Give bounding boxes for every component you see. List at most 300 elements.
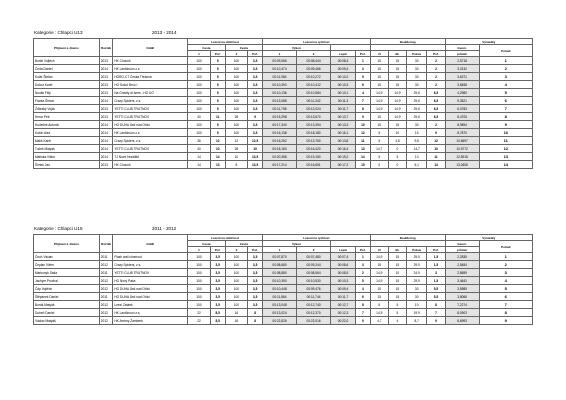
header-cell: Bl.	[388, 51, 406, 57]
cell-boulder-bonus: 15	[388, 57, 406, 65]
cell-route2: 100	[225, 89, 248, 97]
cell-speed2: 00:12,024	[297, 105, 331, 113]
cell-boulder-bonus: 15	[388, 81, 406, 89]
cell-geom-mean: 3,4641	[445, 277, 479, 285]
cell-speed2: 00:16,420	[297, 145, 331, 153]
cell-name: Hrnar Petr	[34, 113, 100, 121]
cell-boulder-rank: 6,5	[427, 105, 445, 113]
cell-year: 2014	[99, 145, 113, 153]
cell-speed1: 00:08,880	[263, 269, 297, 277]
cell-rank1: 13	[210, 161, 225, 169]
cell-year: 2014	[99, 137, 113, 145]
cell-route2: 28	[225, 145, 248, 153]
cell-boulder-bonus: 5	[388, 153, 406, 161]
results-table-u13	[33, 38, 533, 169]
cell-speed2: 00:10,412	[297, 81, 331, 89]
cell-name: Václav Matyáš	[34, 317, 100, 325]
cell-speed1: 00:13,024	[263, 309, 297, 317]
table-row	[34, 113, 533, 121]
cell-boulder-bonus: 15	[388, 293, 406, 301]
cell-overall-rank: 8	[479, 113, 532, 121]
cell-route1: 100	[188, 285, 211, 293]
cell-club: HK Lanškroun z.s.	[113, 309, 188, 317]
cell-route2: 100	[225, 73, 248, 81]
header-cell: Pokus	[407, 247, 427, 253]
table-row	[34, 73, 533, 81]
table-row	[34, 309, 533, 317]
cell-speed-best: 00:19,2	[331, 153, 356, 161]
cell-boulder-attempts: 10	[407, 153, 427, 161]
header-cell: Poř.	[248, 51, 263, 57]
cell-boulder-rank: 2	[427, 73, 445, 81]
cell-geom-mean: 10,6697	[445, 137, 479, 145]
cell-route2: 16	[225, 317, 248, 325]
header-cell: Oddíl	[113, 235, 188, 253]
cell-geom-mean: 3,5985	[445, 285, 479, 293]
cell-boulder-rank: 5,5	[427, 285, 445, 293]
cell-boulder-bonus: 10	[388, 269, 406, 277]
cell-geom-mean: 8,0903	[445, 309, 479, 317]
cell-route2: 100	[225, 293, 248, 301]
cell-rank1: 3,5	[210, 277, 225, 285]
cell-speed2: 00:16,651	[297, 161, 331, 169]
cell-speed1: 00:20,358	[263, 153, 297, 161]
cell-route1: 100	[188, 293, 211, 301]
cell-rank2: 3,5	[248, 269, 263, 277]
cell-speed-rank: 6	[355, 81, 370, 89]
cell-speed2: 00:11,342	[297, 97, 331, 105]
cell-speed-rank: 1	[355, 57, 370, 65]
cell-speed2: 00:08,444	[297, 57, 331, 65]
cell-boulder-rank: 8	[427, 301, 445, 309]
results-table-u15	[33, 234, 533, 325]
cell-rank1: 5	[210, 121, 225, 129]
cell-route2: 10	[225, 153, 248, 161]
cell-name: Dubeň Daniel	[34, 309, 100, 317]
cell-rank1: 5	[210, 129, 225, 137]
season-label: 2011 - 2012	[152, 226, 177, 231]
cell-speed1: 00:13,048	[263, 301, 297, 309]
cell-geom-mean: 7,2274	[445, 301, 479, 309]
cell-club: Flash wall chomout	[113, 253, 188, 261]
header-cell: Cesta	[188, 45, 225, 51]
cell-boulder-rank: 7	[427, 309, 445, 317]
cell-club: Crazy Spiders, z.s.	[113, 97, 188, 105]
cell-boulder-attempts: 14,7	[407, 145, 427, 153]
cell-speed2: 00:09,476	[297, 285, 331, 293]
cell-route1: 40	[188, 145, 211, 153]
cell-boulder-tops: 15	[370, 121, 388, 129]
cell-route1: 100	[188, 301, 211, 309]
cell-speed-rank: 13	[355, 145, 370, 153]
cell-boulder-bonus: 15	[388, 253, 406, 261]
header-cell: Pořadí	[479, 45, 532, 57]
header-cell: Cesta	[225, 241, 262, 247]
cell-overall-rank: 1	[479, 57, 532, 65]
cell-speed-best: 00:11,7	[331, 293, 356, 301]
cell-name: Dokoz Karel	[34, 81, 100, 89]
table-row	[34, 89, 533, 97]
cell-boulder-bonus: 5	[388, 309, 406, 317]
table-row	[34, 253, 533, 261]
cell-route1: 100	[188, 73, 211, 81]
cell-speed-best: 00:12,3	[331, 309, 356, 317]
header-cell: Poř.	[427, 51, 445, 57]
cell-boulder-tops: 15	[370, 285, 388, 293]
cell-rank1: 5	[210, 89, 225, 97]
cell-speed-best: 00:13,3	[331, 121, 356, 129]
cell-boulder-rank: 2	[427, 121, 445, 129]
cell-boulder-attempts: 29,8	[407, 89, 427, 97]
cell-name: Čech Václav	[34, 253, 100, 261]
cell-speed-best: 00:13,7	[331, 113, 356, 121]
cell-route2: 16	[225, 309, 248, 317]
header-cell: Ví	[370, 247, 388, 253]
cell-boulder-rank: 9	[427, 317, 445, 325]
cell-boulder-attempts: 5,1	[407, 161, 427, 169]
header-cell: Lepší	[331, 247, 356, 253]
cell-route2: 100	[225, 81, 248, 89]
cell-boulder-tops: 5	[370, 153, 388, 161]
cell-speed-rank: 3	[355, 261, 370, 269]
cell-year: 2013	[99, 161, 113, 169]
header-cell: Ví	[370, 51, 388, 57]
cell-overall-rank: 4	[479, 277, 532, 285]
cell-boulder-bonus: 15	[388, 285, 406, 293]
cell-club: Crazy Spiders, z.s.	[113, 137, 188, 145]
cell-speed-rank: 11	[355, 137, 370, 145]
cell-geom-mean: 8,6993	[445, 317, 479, 325]
cell-speed-best: 00:10,3	[331, 277, 356, 285]
cell-year: 2012	[99, 277, 113, 285]
cell-name: Tuček Matyáš	[34, 145, 100, 153]
cell-speed-best: 00:09,4	[331, 65, 356, 73]
cell-boulder-attempts: 29,9	[407, 261, 427, 269]
header-cell: 1	[263, 51, 297, 57]
cell-club: HK Chocoň	[113, 161, 188, 169]
cell-club: HK Amirny Žamberk	[113, 317, 188, 325]
header-cell: Pořadí	[479, 241, 532, 253]
cell-club: HK Lanškroun z.s.	[113, 129, 188, 137]
cell-geom-mean: 3,6371	[445, 73, 479, 81]
cell-speed1: 00:11,864	[263, 293, 297, 301]
cell-rank2: 3,5	[248, 73, 263, 81]
cell-boulder-attempts: 30	[407, 81, 427, 89]
cell-route1: 100	[188, 129, 211, 137]
cell-year: 2014	[99, 153, 113, 161]
cell-boulder-tops: 15	[370, 293, 388, 301]
cell-speed1: 00:17,214	[263, 161, 297, 169]
cell-year: 2014	[99, 97, 113, 105]
header-cell: Poř.	[427, 247, 445, 253]
header-cell: 1	[188, 51, 211, 57]
table-row	[34, 277, 533, 285]
cell-name: Čeda Daniel	[34, 65, 100, 73]
category-title: Kategorie : Chlapci U15	[34, 226, 83, 231]
season-label: 2013 - 2014	[152, 30, 177, 35]
cell-boulder-rank: 2	[427, 57, 445, 65]
cell-rank2: 3,5	[248, 57, 263, 65]
cell-boulder-tops: 4,7	[370, 317, 388, 325]
cell-speed-rank: 6	[355, 293, 370, 301]
cell-route2: 100	[225, 301, 248, 309]
cell-club: TJ Nové Hradiště	[113, 153, 188, 161]
cell-boulder-bonus: 14,9	[388, 89, 406, 97]
cell-speed-best: 00:08,4	[331, 57, 356, 65]
cell-boulder-bonus: 5	[388, 301, 406, 309]
cell-speed2: 00:08,564	[297, 269, 331, 277]
cell-year: 2014	[99, 121, 113, 129]
header-cell: Výsledky	[445, 39, 532, 45]
cell-boulder-tops: 14,9	[370, 269, 388, 277]
cell-rank1: 5	[210, 73, 225, 81]
cell-boulder-tops: 14,9	[370, 97, 388, 105]
cell-speed-best: 00:08,5	[331, 269, 356, 277]
cell-speed2: 00:13,394	[297, 121, 331, 129]
cell-year: 2013	[99, 113, 113, 121]
cell-route2: 100	[225, 65, 248, 73]
header-cell: Ročník	[99, 39, 113, 57]
cell-boulder-bonus: 15	[388, 73, 406, 81]
cell-rank1: 3,5	[210, 253, 225, 261]
cell-boulder-bonus: 4	[388, 317, 406, 325]
table-row	[34, 105, 533, 113]
cell-overall-rank: 14	[479, 161, 532, 169]
cell-route2: 100	[225, 277, 248, 285]
cell-name: Borák Matyáš	[34, 301, 100, 309]
cell-speed1: 00:10,136	[263, 89, 297, 97]
cell-overall-rank: 12	[479, 145, 532, 153]
table-row	[34, 129, 533, 137]
cell-name: Franta Šimon	[34, 97, 100, 105]
table-row	[34, 121, 533, 129]
cell-boulder-rank: 9	[427, 129, 445, 137]
cell-rank2: 3,5	[248, 277, 263, 285]
cell-route1: 100	[188, 121, 211, 129]
header-cell: Lezení na rychlost	[263, 235, 371, 241]
cell-route2: 100	[225, 129, 248, 137]
cell-geom-mean: 13,2606	[445, 161, 479, 169]
cell-route1: 14	[188, 161, 211, 169]
table-row	[34, 261, 533, 269]
cell-route2: 100	[225, 121, 248, 129]
cell-overall-rank: 6	[479, 97, 532, 105]
cell-speed-rank: 8	[355, 301, 370, 309]
cell-club: YETTI CLUB TRUTNOV	[113, 269, 188, 277]
cell-rank1: 12	[210, 137, 225, 145]
header-cell: Ročník	[99, 235, 113, 253]
cell-overall-rank: 3	[479, 269, 532, 277]
cell-boulder-tops: 15	[370, 113, 388, 121]
header-cell: Cesta	[188, 241, 225, 247]
cell-speed1: 00:09,066	[263, 57, 297, 65]
header-cell: Geom.	[445, 241, 479, 247]
cell-geom-mean: 6,0783	[445, 105, 479, 113]
cell-rank1: 3,5	[210, 301, 225, 309]
cell-boulder-rank: 2	[427, 65, 445, 73]
cell-boulder-attempts: 29,8	[407, 113, 427, 121]
cell-boulder-rank: 12	[427, 137, 445, 145]
table-row	[34, 317, 533, 325]
cell-geom-mean: 3,8068	[445, 293, 479, 301]
cell-rank1: 10	[210, 145, 225, 153]
cell-club: Leezi Zatáek	[113, 301, 188, 309]
cell-year: 2013	[99, 81, 113, 89]
cell-boulder-attempts: 30	[407, 293, 427, 301]
header-cell: Poř.	[248, 247, 263, 253]
cell-rank2: 12,5	[248, 137, 263, 145]
cell-boulder-rank: 6,5	[427, 113, 445, 121]
cell-rank2: 3,5	[248, 261, 263, 269]
cell-rank2: 10	[248, 145, 263, 153]
cell-overall-rank: 1	[479, 253, 532, 261]
cell-route2: 12	[225, 137, 248, 145]
cell-speed2: 00:12,740	[297, 301, 331, 309]
header-cell: Poř.	[355, 51, 370, 57]
header-cell: Příjmení a Jméno	[34, 39, 100, 57]
cell-speed-rank: 5	[355, 277, 370, 285]
cell-name: Žďárský Vojta	[34, 105, 100, 113]
cell-club: YETTI CLUB TRUTNOV	[113, 145, 188, 153]
cell-name: Malík Karel	[34, 137, 100, 145]
cell-speed2: 00:07,480	[297, 253, 331, 261]
cell-speed1: 00:17,340	[263, 121, 297, 129]
cell-boulder-bonus: 4,8	[388, 137, 406, 145]
header-cell: Cesta	[225, 45, 262, 51]
cell-speed-rank: 12	[355, 129, 370, 137]
cell-boulder-attempts: 19,9	[407, 309, 427, 317]
cell-speed-rank: 10	[355, 121, 370, 129]
cell-year: 2013	[99, 89, 113, 97]
cell-boulder-rank: 2	[427, 81, 445, 89]
cell-geom-mean: 8,9894	[445, 121, 479, 129]
cell-geom-mean: 2,5484	[445, 261, 479, 269]
cell-boulder-tops: 15	[370, 73, 388, 81]
cell-route2: 100	[225, 105, 248, 113]
cell-boulder-attempts: 24,9	[407, 269, 427, 277]
cell-geom-mean: 2,8659	[445, 269, 479, 277]
header-cell: Pokus	[407, 51, 427, 57]
cell-boulder-bonus: 10	[388, 129, 406, 137]
cell-speed-best: 00:17,2	[331, 161, 356, 169]
cell-rank2: 3,5	[248, 81, 263, 89]
header-cell: Bouldering	[370, 235, 445, 241]
cell-boulder-bonus: 14,9	[388, 97, 406, 105]
cell-speed-rank: 2	[355, 269, 370, 277]
cell-speed1: 00:10,474	[263, 65, 297, 73]
cell-year: 2012	[99, 285, 113, 293]
cell-boulder-attempts: 29,8	[407, 105, 427, 113]
cell-rank1: 3,5	[210, 293, 225, 301]
cell-boulder-attempts: 29,8	[407, 97, 427, 105]
cell-speed-rank: 4	[355, 89, 370, 97]
cell-geom-mean: 12,5915	[445, 153, 479, 161]
cell-speed2: 00:09,244	[297, 261, 331, 269]
cell-boulder-tops: 5	[370, 137, 388, 145]
cell-speed1: 00:22,826	[263, 317, 297, 325]
cell-year: 2012	[99, 317, 113, 325]
header-cell: Bouldering	[370, 39, 445, 45]
cell-rank1: 5	[210, 65, 225, 73]
cell-boulder-attempts: 15	[407, 129, 427, 137]
cell-speed1: 00:10,390	[263, 81, 297, 89]
cell-geom-mean: 3,8458	[445, 81, 479, 89]
cell-speed2: 00:10,272	[297, 73, 331, 81]
cell-name: Kolář Štefan	[34, 73, 100, 81]
cell-overall-rank: 13	[479, 153, 532, 161]
table-row	[34, 301, 533, 309]
cell-club: HO Sokol Brno I	[113, 81, 188, 89]
cell-boulder-tops: 15	[370, 81, 388, 89]
cell-speed-best: 00:16,4	[331, 145, 356, 153]
cell-speed2: 00:11,744	[297, 293, 331, 301]
cell-rank2: 3,5	[248, 129, 263, 137]
cell-boulder-tops: 14,9	[370, 277, 388, 285]
category-title: Kategorie : Chlapci U13	[34, 30, 83, 35]
cell-rank1: 11	[210, 113, 225, 121]
cell-boulder-tops: 14,9	[370, 89, 388, 97]
table-row	[34, 97, 533, 105]
cell-name: Kubín Alex	[34, 129, 100, 137]
table-row	[34, 161, 533, 169]
cell-geom-mean: 5,3521	[445, 97, 479, 105]
cell-name: Novák Filip	[34, 89, 100, 97]
header-cell: Poř.	[210, 247, 225, 253]
cell-overall-rank: 10	[479, 129, 532, 137]
table-row	[34, 57, 533, 65]
cell-boulder-attempts: 30	[407, 57, 427, 65]
cell-boulder-bonus: 15	[388, 65, 406, 73]
cell-year: 2014	[99, 65, 113, 73]
cell-speed1: 00:18,180	[263, 145, 297, 153]
cell-speed-best: 00:10,1	[331, 89, 356, 97]
cell-route1: 40	[188, 113, 211, 121]
cell-boulder-tops: 15	[370, 261, 388, 269]
cell-route1: 100	[188, 81, 211, 89]
cell-route1: 100	[188, 253, 211, 261]
cell-boulder-attempts: 8,7	[407, 317, 427, 325]
cell-speed2: 00:22,016	[297, 317, 331, 325]
table-row	[34, 269, 533, 277]
cell-speed1: 00:11,758	[263, 105, 297, 113]
header-cell: 2	[297, 247, 331, 253]
cell-year: 2011	[99, 293, 113, 301]
cell-year: 2014	[99, 129, 113, 137]
header-cell: 2	[225, 51, 248, 57]
cell-speed1: 00:08,680	[263, 261, 297, 269]
cell-boulder-attempts: 30	[407, 73, 427, 81]
header-cell: průměr	[445, 51, 479, 57]
cell-route1: 100	[188, 105, 211, 113]
cell-rank1: 5	[210, 57, 225, 65]
cell-speed-best: 00:07,4	[331, 253, 356, 261]
cell-geom-mean: 4,2980	[445, 89, 479, 97]
cell-year: 2011	[99, 253, 113, 261]
cell-route2: 100	[225, 253, 248, 261]
cell-boulder-rank: 6,5	[427, 97, 445, 105]
cell-speed-rank: 15	[355, 161, 370, 169]
cell-route1: 100	[188, 65, 211, 73]
cell-geom-mean: 8,7870	[445, 129, 479, 137]
cell-rank2: 3,5	[248, 105, 263, 113]
header-cell: Lezení na rychlost	[263, 39, 371, 45]
cell-boulder-bonus: 15	[388, 121, 406, 129]
cell-boulder-rank: 3	[427, 269, 445, 277]
cell-route1: 100	[188, 57, 211, 65]
table-row	[34, 285, 533, 293]
table-row	[34, 145, 533, 153]
cell-route1: 36	[188, 137, 211, 145]
